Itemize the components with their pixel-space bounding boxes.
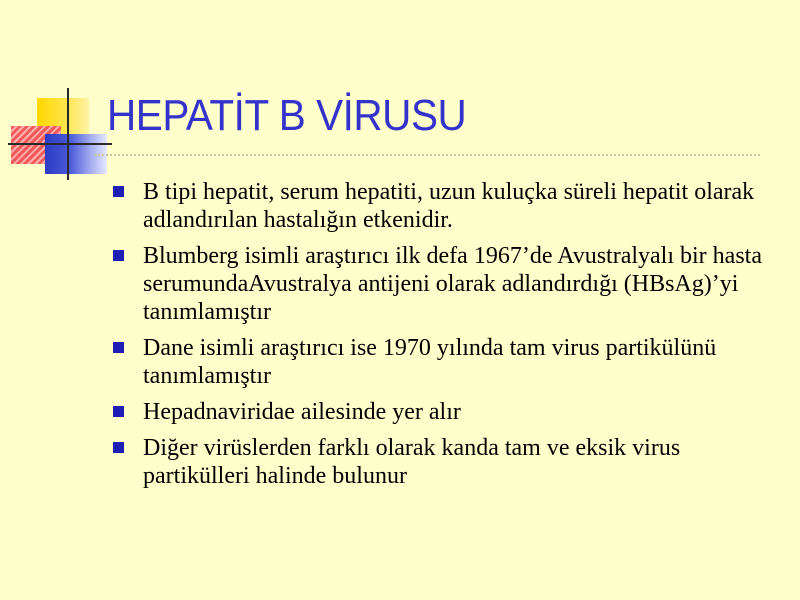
bullet-item — [113, 242, 783, 326]
bullet-item — [113, 434, 783, 490]
bullet-item — [113, 398, 783, 426]
bullet-item — [113, 178, 783, 234]
bullet-text: B tipi hepatit, serum hepatiti, uzun kuluçka süreli hepatit olarak adlandırılan hastalığın etkenidir. — [143, 179, 755, 233]
square-bullet-icon — [113, 342, 124, 353]
square-bullet-icon — [113, 250, 124, 261]
title-divider — [95, 154, 760, 156]
bullet-item — [113, 334, 783, 390]
bullet-text: Dane isimli araştırıcı ise 1970 yılında tam virus partikülünü tanımlamıştır — [143, 335, 717, 389]
bullet-list — [113, 178, 783, 498]
decorative-squares-logo — [8, 88, 112, 184]
square-bullet-icon — [113, 442, 124, 453]
bullet-text: Blumberg isimli araştırıcı ilk defa 1967’de Avustralyalı bir hasta serumundaAvustralya antijeni olarak adlandırdığı (HBsAg)’yi tanımlamıştır — [143, 243, 762, 325]
logo-horizontal-line — [8, 143, 112, 145]
logo-vertical-line — [67, 88, 69, 180]
square-bullet-icon — [113, 186, 124, 197]
square-bullet-icon — [113, 406, 124, 417]
slide-title: HEPATİT B VİRUSU — [107, 91, 467, 140]
bullet-text: Diğer virüslerden farklı olarak kanda tam ve eksik virus partikülleri halinde bulunur — [143, 435, 681, 489]
bullet-text: Hepadnaviridae ailesinde yer alır — [143, 399, 461, 425]
